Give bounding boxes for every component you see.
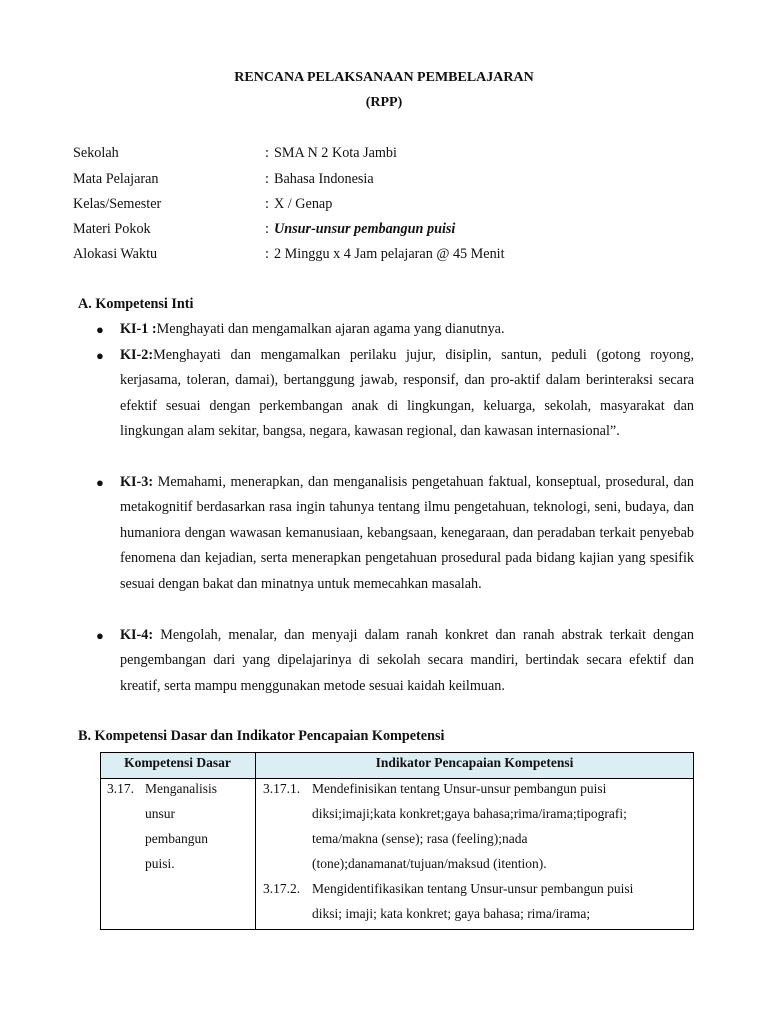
ki-item (120, 317, 694, 342)
identity-separator: : (265, 221, 269, 237)
identity-label: Sekolah (73, 145, 119, 161)
section-b-heading: B. Kompetensi Dasar dan Indikator Pencapaian Kompetensi (78, 728, 445, 744)
ki-code: KI-3: (120, 474, 154, 490)
identity-separator: : (265, 196, 269, 212)
document-subtitle: (RPP) (365, 95, 403, 110)
ki-code: KI-2: (120, 347, 154, 363)
identity-separator: : (265, 145, 269, 161)
identity-value: X / Genap (274, 196, 333, 212)
table-header-kd: Kompetensi Dasar (124, 755, 231, 770)
identity-label: Alokasi Waktu (73, 246, 158, 262)
ki-text: Menghayati dan mengamalkan ajaran agama yang dianutnya. (156, 321, 505, 337)
bullet-icon: ● (96, 628, 104, 643)
identity-separator: : (265, 171, 269, 187)
table-border (693, 752, 694, 930)
table-border (100, 752, 101, 930)
indicator-number: 3.17.2. (263, 881, 301, 896)
identity-value: SMA N 2 Kota Jambi (274, 145, 397, 161)
section-a-heading: A. Kompetensi Inti (78, 296, 194, 312)
bullet-icon: ● (96, 348, 104, 363)
indicator-line: Mengidentifikasikan tentang Unsur-unsur pembangun puisi (312, 881, 634, 896)
document-title: RENCANA PELAKSANAAN PEMBELAJARAN (234, 70, 534, 85)
indicator-number: 3.17.1. (263, 781, 301, 796)
table-border (100, 929, 694, 930)
bullet-icon: ● (96, 322, 104, 337)
kd-line: pembangun (145, 831, 208, 846)
indicator-line: diksi;imaji;kata konkret;gaya bahasa;rima/irama;tipografi; (312, 806, 627, 821)
ki-text: Menghayati dan mengamalkan perilaku jujur, disiplin, santun, peduli (gotong royong, kerjasama, toleran, damai), bertanggung jawab, responsif, dan pro-aktif dalam berinteraksi secara efektif sesuai dengan perkembangan anak di lingkungan, keluarga, sekolah, masyarakat dan lingkungan alam sekitar, bangsa, negara, kawasan regional, dan kawasan internasional”. (120, 347, 694, 440)
ki-text: Mengolah, menalar, dan menyaji dalam ranah konkret dan ranah abstrak terkait dengan pengembangan dari yang dipelajarinya di sekolah secara mandiri, bertindak secara efektif dan kreatif, serta mampu menggunakan metode sesuai kaidah keilmuan. (120, 627, 694, 694)
identity-value: 2 Minggu x 4 Jam pelajaran @ 45 Menit (274, 246, 505, 262)
identity-value: Bahasa Indonesia (274, 171, 374, 187)
bullet-icon: ● (96, 475, 104, 490)
table-border (100, 778, 694, 779)
ki-item (120, 343, 694, 445)
ki-item (120, 623, 694, 699)
identity-label: Mata Pelajaran (73, 171, 159, 187)
ki-code: KI-4: (120, 627, 154, 643)
kd-number: 3.17. (107, 781, 134, 796)
ki-item (120, 470, 694, 597)
table-border (100, 752, 694, 753)
kd-line: unsur (145, 806, 175, 821)
ki-text: Memahami, menerapkan, dan menganalisis pengetahuan faktual, konseptual, prosedural, dan metakognitif berdasarkan rasa ingin tahunya tentang ilmu pengetahuan, teknologi, seni, budaya, dan humaniora dengan wawasan kemanusiaan, kebangsaan, kenegaraan, dan peradaban terkait penyebab fenomena dan kejadian, serta menerapkan pengetahuan prosedural pada bidang kajian yang spesifik sesuai dengan bakat dan minatnya untuk memecahkan masalah. (120, 474, 694, 592)
indicator-line: (tone);danamanat/tujuan/maksud (itention). (312, 856, 547, 871)
kd-line: puisi. (145, 856, 175, 871)
table-header-ipk: Indikator Pencapaian Kompetensi (375, 755, 574, 770)
indicator-line: Mendefinisikan tentang Unsur-unsur pembangun puisi (312, 781, 607, 796)
indicator-line: tema/makna (sense); rasa (feeling);nada (312, 831, 528, 846)
indicator-line: diksi; imaji; kata konkret; gaya bahasa; rima/irama; (312, 906, 591, 921)
identity-label: Materi Pokok (73, 221, 151, 237)
ki-code: KI-1 : (120, 321, 157, 337)
identity-value: Unsur-unsur pembangun puisi (274, 221, 456, 237)
identity-separator: : (265, 246, 269, 262)
table-border (255, 752, 256, 930)
identity-label: Kelas/Semester (73, 196, 162, 212)
kd-line: Menganalisis (145, 781, 217, 796)
